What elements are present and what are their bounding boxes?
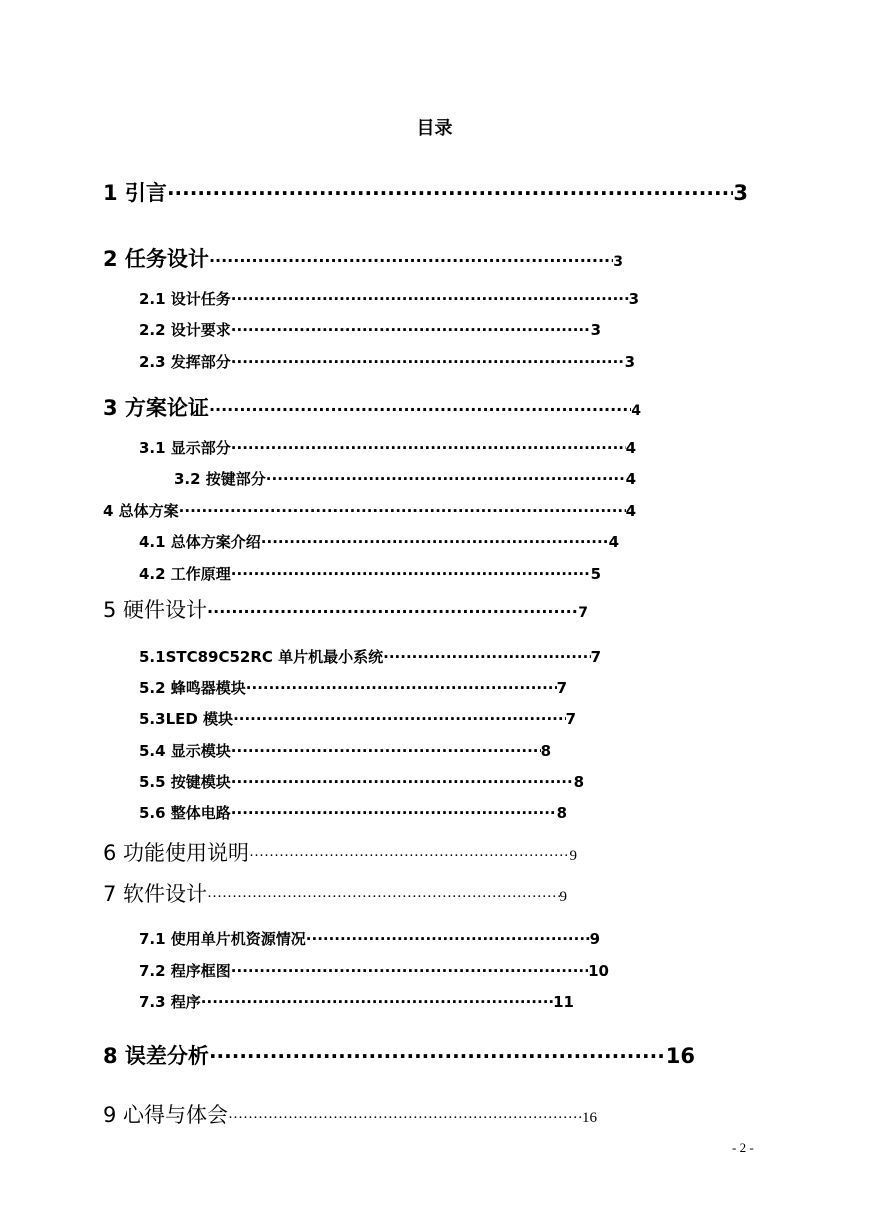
dot-leader bbox=[261, 533, 609, 551]
dot-leader bbox=[209, 1044, 666, 1068]
dot-leader bbox=[228, 1110, 582, 1127]
toc-entry[interactable] bbox=[139, 960, 609, 981]
toc-entry[interactable] bbox=[139, 740, 551, 761]
toc-entry-page: 3 bbox=[624, 353, 635, 371]
toc-entry[interactable] bbox=[139, 319, 601, 340]
toc-entry-label: 9 心得与体会 bbox=[103, 1103, 229, 1127]
dot-leader bbox=[207, 602, 578, 621]
toc-entry-label: 7.1 使用单片机资源情况 bbox=[139, 930, 306, 948]
toc-entry[interactable] bbox=[174, 468, 636, 489]
toc-entry[interactable] bbox=[139, 646, 601, 667]
toc-entry-page: 9 bbox=[569, 848, 577, 864]
toc-entry-label: 7 软件设计 bbox=[103, 882, 208, 906]
toc-entry-label: 3.1 显示部分 bbox=[139, 439, 231, 457]
toc-entry[interactable] bbox=[139, 351, 635, 372]
toc-entry[interactable] bbox=[139, 531, 619, 552]
toc-entry[interactable] bbox=[103, 878, 567, 908]
toc-entry-page: 11 bbox=[553, 993, 574, 1011]
toc-entry-label: 5.6 整体电路 bbox=[139, 804, 231, 822]
dot-leader bbox=[201, 993, 553, 1011]
toc-entry-label: 2.3 发挥部分 bbox=[139, 353, 231, 371]
toc-entry[interactable] bbox=[103, 392, 641, 422]
toc-entry-page: 4 bbox=[625, 470, 636, 488]
dot-leader bbox=[209, 400, 631, 419]
toc-entry-page: 7 bbox=[578, 605, 588, 621]
toc-title: 目录 bbox=[416, 118, 453, 139]
toc-entry[interactable] bbox=[103, 500, 636, 521]
toc-entry-page: 16 bbox=[582, 1110, 597, 1126]
toc-entry-label: 5.5 按键模块 bbox=[139, 773, 231, 791]
toc-entry[interactable] bbox=[139, 563, 601, 584]
page-number: - 2 - bbox=[732, 1140, 754, 1155]
toc-entry[interactable] bbox=[139, 771, 584, 792]
toc-entry-page: 10 bbox=[588, 962, 609, 980]
toc-entry-label: 5 硬件设计 bbox=[103, 598, 208, 622]
toc-entry-label: 4.1 总体方案介绍 bbox=[139, 533, 261, 551]
toc-entry-label: 2.1 设计任务 bbox=[139, 290, 231, 308]
dot-leader bbox=[306, 930, 590, 948]
dot-leader bbox=[249, 848, 569, 865]
toc-entry-page: 8 bbox=[556, 804, 567, 822]
toc-entry[interactable] bbox=[139, 928, 600, 949]
toc-entry-label: 1 引言 bbox=[103, 181, 167, 205]
toc-entry-page: 7 bbox=[556, 679, 567, 697]
toc-entry-label: 5.1STC89C52RC 单片机最小系统 bbox=[139, 648, 384, 666]
toc-entry-page: 5 bbox=[590, 565, 601, 583]
dot-leader bbox=[231, 353, 625, 371]
toc-entry-label: 3.2 按键部分 bbox=[174, 470, 266, 488]
toc-entry-page: 3 bbox=[628, 290, 639, 308]
dot-leader bbox=[179, 502, 626, 520]
toc-entry[interactable] bbox=[139, 708, 576, 729]
dot-leader bbox=[167, 181, 733, 205]
toc-entry-page: 4 bbox=[608, 533, 619, 551]
toc-entry[interactable] bbox=[103, 594, 588, 624]
toc-entry-label: 4.2 工作原理 bbox=[139, 565, 231, 583]
toc-entry-label: 5.2 蜂鸣器模块 bbox=[139, 679, 246, 697]
toc-entry-page: 8 bbox=[540, 742, 551, 760]
toc-entry-page: 3 bbox=[613, 254, 623, 270]
toc-entry-label: 6 功能使用说明 bbox=[103, 841, 250, 865]
toc-entry-label: 2 任务设计 bbox=[103, 247, 209, 271]
toc-entry-page: 7 bbox=[565, 710, 576, 728]
dot-leader bbox=[209, 251, 613, 270]
toc-entry-label: 5.3LED 模块 bbox=[139, 710, 234, 728]
toc-entry-page: 9 bbox=[559, 889, 567, 905]
toc-entry[interactable] bbox=[139, 288, 639, 309]
toc-entry-page: 7 bbox=[590, 648, 601, 666]
dot-leader bbox=[266, 470, 626, 488]
toc-entry-page: 8 bbox=[573, 773, 584, 791]
toc-entry[interactable] bbox=[139, 802, 567, 823]
dot-leader bbox=[231, 804, 557, 822]
toc-entry-label: 7.2 程序框图 bbox=[139, 962, 231, 980]
dot-leader bbox=[231, 321, 591, 339]
toc-entry-page: 4 bbox=[625, 502, 636, 520]
toc-entry-label: 7.3 程序 bbox=[139, 993, 201, 1011]
dot-leader bbox=[207, 889, 559, 906]
dot-leader bbox=[231, 773, 574, 791]
toc-entry-page: 4 bbox=[631, 403, 641, 419]
toc-entry[interactable] bbox=[139, 677, 567, 698]
toc-entry[interactable] bbox=[103, 1099, 597, 1129]
dot-leader bbox=[246, 679, 557, 697]
toc-entry[interactable] bbox=[103, 1040, 695, 1070]
dot-leader bbox=[233, 710, 566, 728]
toc-entry-page: 9 bbox=[589, 930, 600, 948]
dot-leader bbox=[231, 962, 588, 980]
toc-entry-page: 16 bbox=[665, 1044, 695, 1068]
dot-leader bbox=[231, 290, 629, 308]
toc-entry-page: 3 bbox=[590, 321, 601, 339]
dot-leader bbox=[231, 439, 626, 457]
dot-leader bbox=[231, 565, 591, 583]
toc-entry-label: 4 总体方案 bbox=[103, 502, 179, 520]
toc-entry-label: 8 误差分析 bbox=[103, 1044, 209, 1068]
toc-entry[interactable] bbox=[103, 837, 577, 867]
dot-leader bbox=[383, 648, 590, 666]
toc-entry-page: 3 bbox=[733, 181, 748, 205]
toc-entry-label: 5.4 显示模块 bbox=[139, 742, 231, 760]
toc-entry[interactable] bbox=[139, 437, 636, 458]
toc-entry-label: 3 方案论证 bbox=[103, 396, 209, 420]
toc-entry[interactable] bbox=[103, 243, 623, 273]
toc-entry[interactable] bbox=[139, 991, 574, 1012]
toc-entry-label: 2.2 设计要求 bbox=[139, 321, 231, 339]
toc-entry-page: 4 bbox=[625, 439, 636, 457]
dot-leader bbox=[231, 742, 541, 760]
toc-entry[interactable] bbox=[103, 177, 748, 207]
